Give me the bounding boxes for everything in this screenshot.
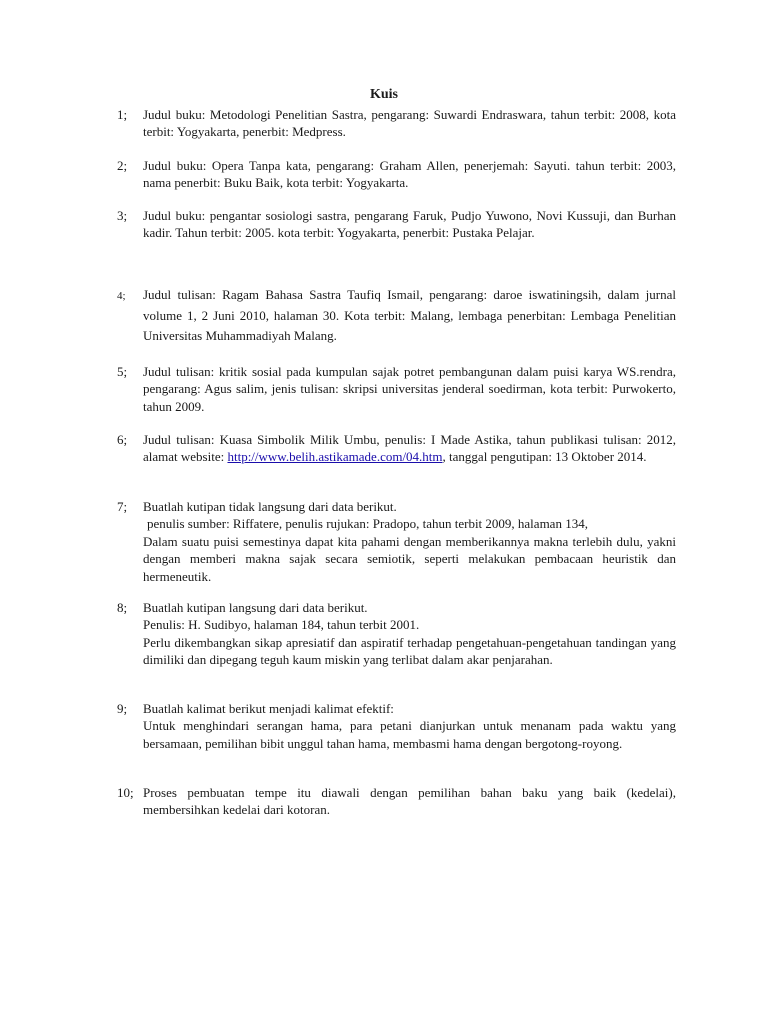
item-text: Judul buku: Opera Tanpa kata, pengarang: Graham Allen, penerjemah: Sayuti. tahun terbit: 2003, nama penerbit: Buku Baik, kota terbit: Yogyakarta.	[143, 158, 676, 191]
quiz-item-7	[117, 498, 676, 585]
item-text-after-link: , tanggal pengutipan: 13 Oktober 2014.	[442, 449, 647, 465]
item-number: 5;	[117, 364, 128, 379]
item-text: Proses pembuatan tempe itu diawali dengan pemilihan bahan baku yang baik (kedelai), membersihkan kedelai dari kotoran.	[143, 785, 676, 818]
item-number: 7;	[117, 499, 128, 514]
item-text: Judul buku: Metodologi Penelitian Sastra, pengarang: Suwardi Endraswara, tahun terbit: 2008, kota terbit: Yogyakarta, penerbit: Medpress.	[143, 107, 676, 140]
item-text: Judul tulisan: Ragam Bahasa Sastra Taufiq Ismail, pengarang: daroe iswatiningsih, dalam jurnal volume 1, 2 Juni 2010, halaman 30. Kota terbit: Malang, lembaga penerbitan: Lembaga Penelitian Universitas Muhammadiyah Malang.	[143, 287, 676, 344]
item-source: penulis sumber: Riffatere, penulis rujukan: Pradopo, tahun terbit 2009, halaman 134,	[147, 516, 588, 532]
quiz-title: Kuis	[369, 87, 398, 102]
quiz-item-6	[117, 431, 676, 466]
item-text	[143, 431, 676, 466]
item-instruction: Buatlah kutipan tidak langsung dari data berikut.	[143, 499, 397, 514]
item-number: 1;	[117, 107, 128, 122]
quiz-item-5	[117, 363, 676, 415]
item-text-before-link: Judul tulisan: Kuasa Simbolik Milik Umbu, penulis: I Made Astika, tahun publikasi tulisan: 2012, alamat website:	[143, 432, 676, 465]
item-text: Judul buku: pengantar sosiologi sastra, pengarang Faruk, Pudjo Yuwono, Novi Kussuji, dan Burhan kadir. Tahun terbit: 2005. kota terbit: Yogyakarta, penerbit: Pustaka Pelajar.	[143, 208, 676, 241]
item-number: 6;	[117, 432, 128, 447]
quiz-item-2	[117, 157, 676, 192]
quiz-item-3	[117, 207, 676, 242]
item-number: 2;	[117, 158, 128, 173]
item-number: 8;	[117, 600, 128, 615]
quiz-item-1	[117, 106, 676, 141]
item-instruction: Buatlah kutipan langsung dari data berikut.	[143, 600, 368, 615]
quiz-item-10	[117, 784, 676, 819]
item-text: Judul tulisan: kritik sosial pada kumpulan sajak potret pembangunan dalam puisi karya WS.rendra, pengarang: Agus salim, jenis tulisan: skripsi universitas jenderal soedirman, kota terbit: Purwokerto, tahun 2009.	[143, 364, 676, 414]
quiz-item-8	[117, 599, 676, 669]
item-quote: Perlu dikembangkan sikap apresiatif dan aspiratif terhadap pengetahuan-pengetahuan tandingan yang dimiliki dan dipegang teguh kaum miskin yang terlibat dalam akar penjarahan.	[143, 634, 676, 668]
website-link[interactable]: http://www.belih.astikamade.com/04.htm	[227, 449, 443, 465]
item-instruction: Buatlah kalimat berikut menjadi kalimat efektif:	[143, 701, 394, 716]
quiz-item-9	[117, 700, 676, 752]
item-sentence: Untuk menghindari serangan hama, para petani dianjurkan untuk menanam pada waktu yang bersamaan, pemilihan bibit unggul tahan hama, membasmi hama dengan bergotong-royong.	[143, 718, 676, 751]
item-number: 9;	[117, 701, 128, 716]
item-number: 3;	[117, 208, 128, 223]
quiz-item-4	[117, 285, 676, 347]
item-number: 10;	[117, 785, 134, 800]
item-number: 4;	[117, 290, 126, 302]
item-source: Penulis: H. Sudibyo, halaman 184, tahun terbit 2001.	[143, 617, 420, 633]
item-quote: Dalam suatu puisi semestinya dapat kita pahami dengan memberikannya makna terlebih dulu, yakni dengan memberi makna sajak secara semiotik, seperti melakukan pembacaan heuristik dan hermeneutik.	[143, 533, 676, 584]
